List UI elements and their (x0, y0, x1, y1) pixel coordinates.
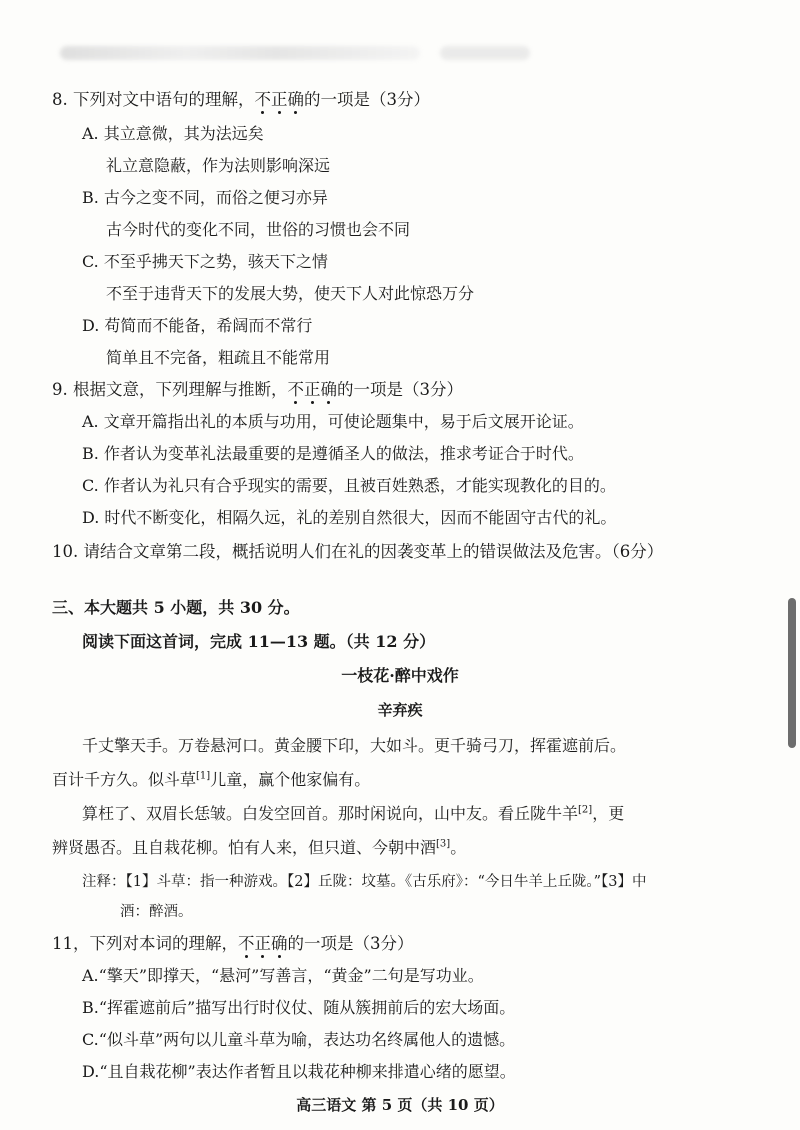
q11-option-a: A.“擎天”即撑天，“悬河”写善言，“黄金”二句是写功业。 (82, 966, 484, 985)
q11-option-c: C.“似斗草”两句以儿童斗草为喻，表达功名终属他人的遗憾。 (82, 1030, 516, 1049)
q8-option-d: D. 苟简而不能备，希阔而不常行 (82, 316, 313, 335)
notes-line-2: 酒：醉酒。 (120, 904, 193, 920)
q8-option-c-gloss: 不至于违背天下的发展大势，使天下人对此惊恐万分 (106, 284, 475, 303)
q9-option-c: C. 作者认为礼只有合乎现实的需要，且被百姓熟悉，才能实现教化的目的。 (82, 476, 616, 495)
poem-author: 辛弃疾 (377, 701, 423, 719)
section-3-instruction: 阅读下面这首词，完成 11—13 题。（共 12 分） (82, 632, 436, 651)
page-footer: 高三语文 第 5 页（共 10 页） (296, 1096, 504, 1114)
poem-line-2: 百计千方久。似斗草[1]儿童，赢个他家偏有。 (52, 770, 371, 789)
question-10: 10. 请结合文章第二段，概括说明人们在礼的因袭变革上的错误做法及危害。（6分） (52, 542, 664, 561)
q8-option-b: B. 古今之变不同，而俗之便习亦异 (82, 188, 328, 207)
poem-title: 一枝花·醉中戏作 (341, 666, 459, 685)
q11-option-d: D.“且自栽花柳”表达作者暂且以栽花种柳来排遣心绪的愿望。 (82, 1062, 516, 1081)
q11-option-b: B.“挥霍遮前后”描写出行时仪仗、随从簇拥前后的宏大场面。 (82, 998, 516, 1017)
q8-option-b-gloss: 古今时代的变化不同，世俗的习惯也会不同 (106, 220, 411, 239)
poem-line-1: 千丈擎天手。万卷悬河口。黄金腰下印，大如斗。更千骑弓刀，挥霍遮前后。 (82, 736, 627, 755)
question-8-stem: 8. 下列对文中语句的理解，不正确的一项是（3分） (52, 90, 430, 109)
question-11-stem: 11，下列对本词的理解，不正确的一项是（3分） (52, 934, 414, 953)
q8-option-d-gloss: 简单且不完备，粗疏且不能常用 (106, 348, 331, 367)
note-mark-1: [1] (196, 770, 211, 782)
q8-option-c: C. 不至乎拂天下之势，骇天下之情 (82, 252, 328, 271)
section-3-heading: 三、本大题共 5 小题，共 30 分。 (52, 598, 300, 617)
q9-option-a: A. 文章开篇指出礼的本质与功用，可使论题集中，易于后文展开论证。 (82, 412, 584, 431)
poem-line-4: 辨贤愚否。且自栽花柳。怕有人来，但只道、今朝中酒[3]。 (52, 838, 467, 857)
q9-option-b: B. 作者认为变革礼法最重要的是遵循圣人的做法，推求考证合于时代。 (82, 444, 584, 463)
question-9-stem: 9. 根据文意，下列理解与推断，不正确的一项是（3分） (52, 380, 463, 399)
notes-line-1: 注释：【1】斗草：指一种游戏。【2】丘陇：坟墓。《古乐府》：“今日牛羊上丘陇。”【3】中 (82, 874, 647, 890)
scrollbar-thumb[interactable] (788, 598, 796, 748)
note-mark-2: [2] (578, 804, 593, 816)
q8-option-a-gloss: 礼立意隐蔽，作为法则影响深远 (106, 156, 331, 175)
q9-option-d: D. 时代不断变化，相隔久远，礼的差别自然很大，因而不能固守古代的礼。 (82, 508, 617, 527)
poem-line-3: 算枉了、双眉长恁皱。白发空回首。那时闲说向，山中友。看丘陇牛羊[2]，更 (82, 804, 625, 823)
blurred-header (60, 46, 420, 60)
blurred-header-right (440, 46, 530, 60)
note-mark-3: [3] (436, 838, 451, 850)
q8-option-a: A. 其立意微，其为法远矣 (82, 124, 264, 143)
